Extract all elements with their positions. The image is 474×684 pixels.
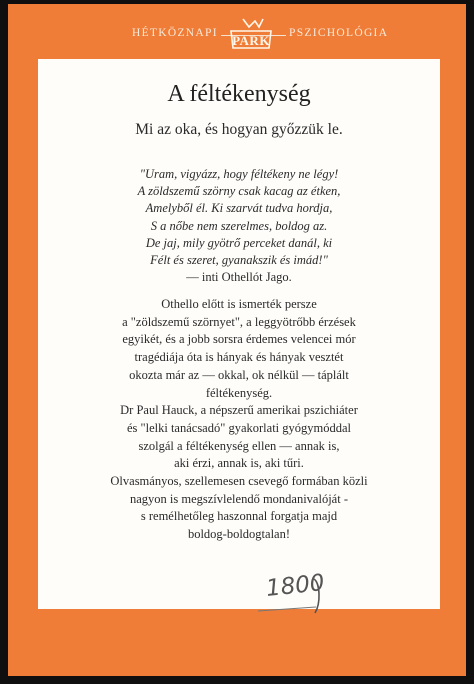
text-panel (38, 59, 440, 609)
quote-line: De jaj, mily gyötrő perceket danál, ki (145, 235, 333, 250)
quote-line: Amelyből él. Ki szarvát tudva hordja, (145, 201, 333, 216)
handwritten-price (250, 570, 326, 619)
blurb-line: szolgál a féltékenység ellen — annak is, (138, 438, 340, 453)
book-subtitle: Mi az oka, és hogyan győzzük le. (135, 121, 343, 138)
quote-line: A zöldszemű szörny csak kacag az étken, (137, 184, 341, 199)
blurb-line: boldog-boldogtalan! (187, 527, 291, 542)
logo-text: PARK (232, 33, 270, 48)
quote-line: "Uram, vigyázz, hogy féltékeny ne légy! (139, 167, 339, 181)
blurb-line: aki érzi, annak is, aki tűri. (174, 456, 304, 471)
blurb-line: és "lelki tanácsadó" gyakorlati gyógymóddal (126, 420, 352, 435)
book-back-cover (8, 4, 466, 676)
quote-attribution: — inti Othellót Jago. (186, 270, 292, 285)
blurb-line: a "zöldszemű szörnyet", a leggyötrőbb érzések (122, 314, 356, 329)
series-name-left: HÉTKÖZNAPI (129, 27, 221, 39)
blurb-line: nagyon is megszívlelendő mondanivalóját - (129, 491, 348, 506)
blurb-text (38, 296, 440, 544)
blurb-line: Dr Paul Hauck, a népszerű amerikai pszichiáter (120, 403, 358, 418)
price-text: 1800 (264, 570, 326, 602)
blurb-line: Othello előtt is ismerték persze (161, 297, 317, 311)
quote-block (38, 166, 440, 286)
blurb-line: okozta már az — okkal, ok nélkül — táplált (129, 367, 349, 382)
book-title: A féltékenység (167, 81, 311, 107)
blurb-line: egyikét, és a jobb sorsra érdemes velencei mór (122, 332, 356, 347)
park-logo (229, 15, 273, 51)
blurb-line: Olvasmányos, szellemesen csevegő formában közli (110, 474, 368, 489)
blurb-line: s remélhetőleg haszonnal forgatja majd (140, 509, 338, 524)
quote-line: Félt és szeret, gyanakszik és imád!" (150, 253, 328, 268)
quote-line: S a nőbe nem szerelmes, boldog az. (150, 218, 328, 233)
series-name-right: PSZICHOLÓGIA (286, 27, 391, 39)
blurb-line: féltékenység. (205, 385, 273, 400)
blurb-line: tragédiája óta is hányak és hányak vesztét (134, 350, 344, 365)
